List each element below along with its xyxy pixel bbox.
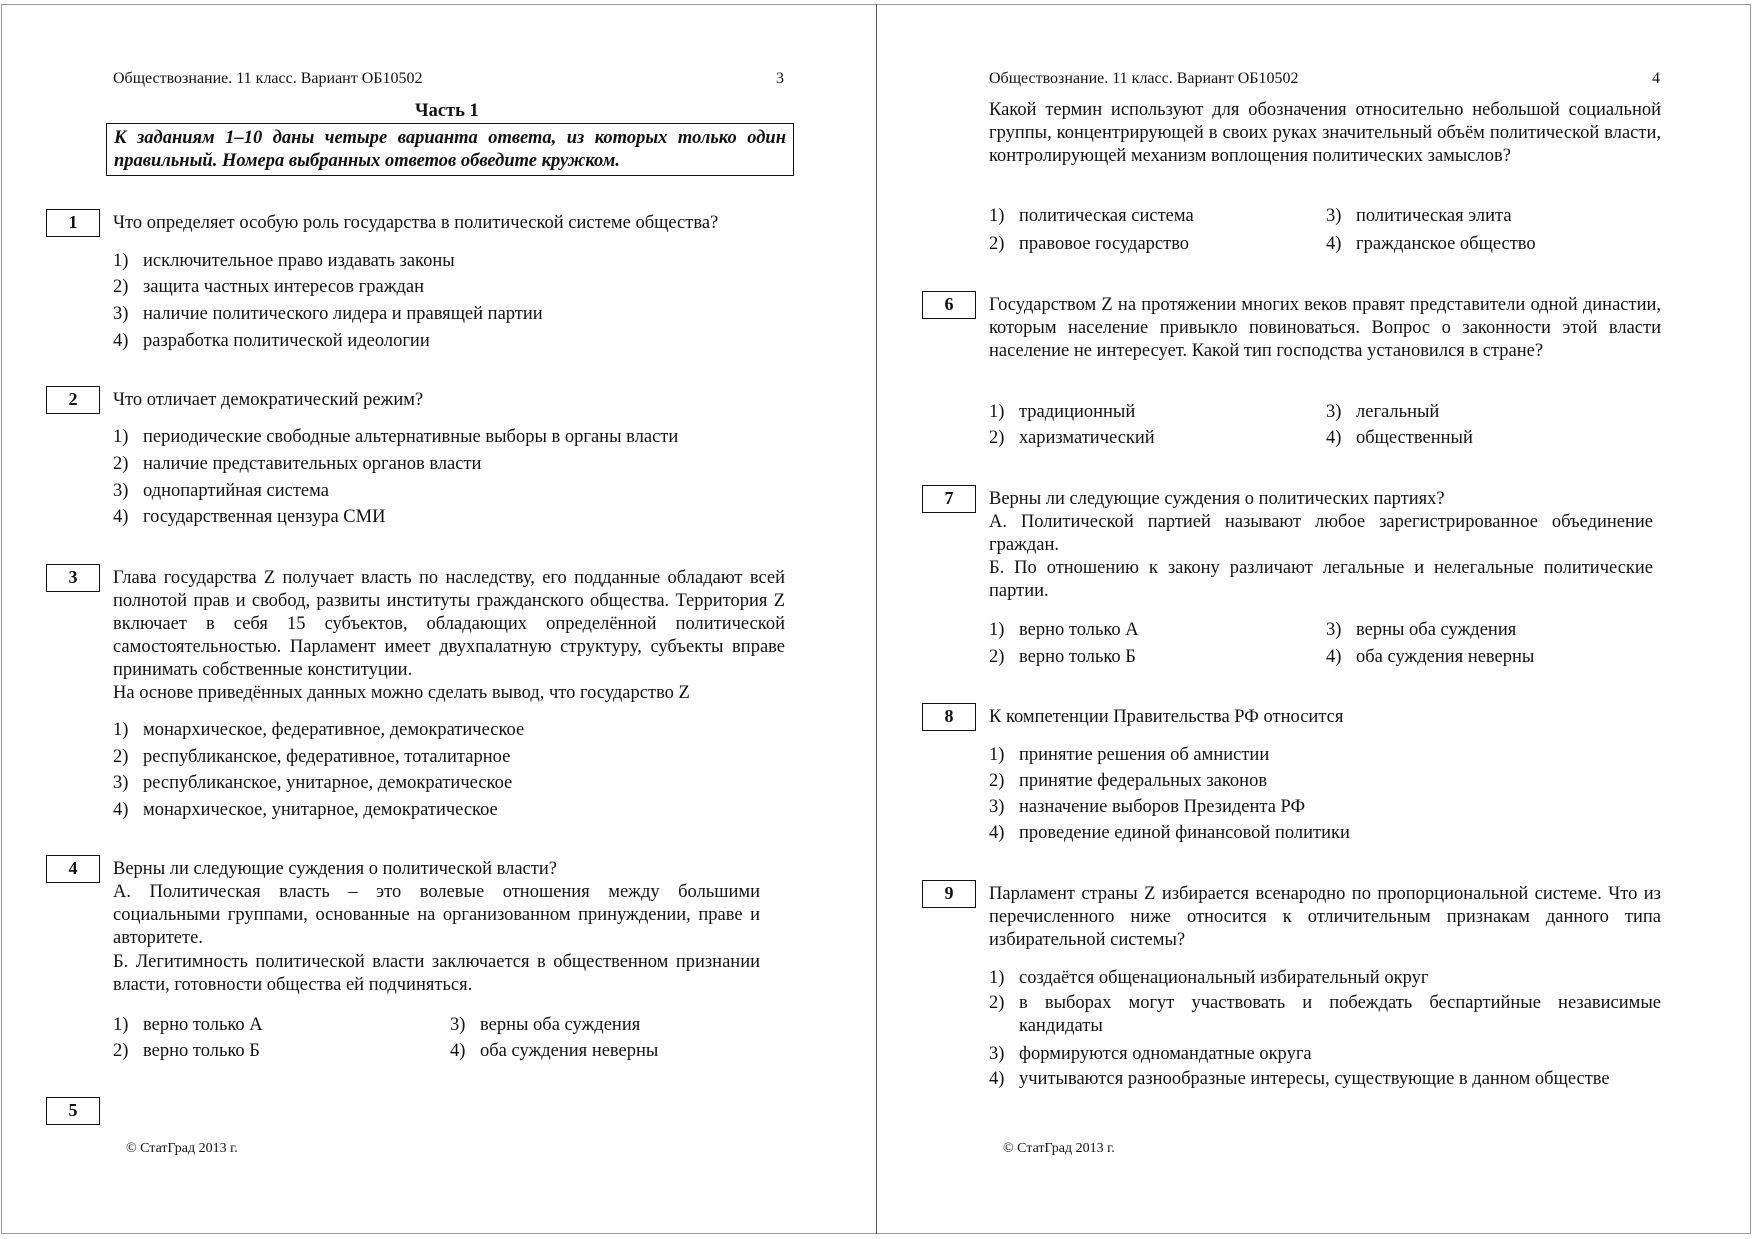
page-footer: © СтатГрад 2013 г. — [1003, 1141, 1115, 1156]
answer-option[interactable] — [989, 822, 1350, 845]
option-number: 1) — [989, 206, 1005, 226]
answer-option[interactable] — [989, 619, 1139, 642]
option-number: 1) — [113, 1015, 129, 1035]
answer-option[interactable] — [989, 770, 1267, 793]
option-text: верно только А — [1019, 620, 1139, 640]
answer-option[interactable] — [1326, 233, 1536, 256]
option-text: оба суждения неверны — [480, 1041, 659, 1061]
instruction-box: К заданиям 1–10 даны четыре варианта ответа, из которых только один правильный. Номера выбранных ответов обведите кружком. — [106, 123, 794, 176]
answer-option[interactable] — [113, 799, 498, 822]
answer-option[interactable] — [113, 426, 678, 449]
page-footer: © СтатГрад 2013 г. — [126, 1141, 238, 1156]
option-number: 1) — [113, 251, 129, 271]
option-text: политическая элита — [1356, 206, 1512, 226]
answer-option[interactable] — [989, 427, 1155, 450]
statement-b: Б. По отношению к закону различают легальные и нелегальные политические партии. — [989, 558, 1653, 601]
question-text: Верны ли следующие суждения о политических партиях? — [989, 489, 1445, 509]
option-text: харизматический — [1019, 428, 1155, 448]
option-text: государственная цензура СМИ — [143, 507, 386, 527]
option-number: 4) — [113, 331, 129, 351]
option-number: 2) — [113, 1041, 129, 1061]
answer-option[interactable] — [989, 646, 1136, 669]
answer-option[interactable] — [113, 506, 385, 529]
option-text: принятие решения об амнистии — [1019, 745, 1270, 765]
question-number-box: 9 — [922, 880, 976, 908]
answer-option[interactable] — [113, 1040, 260, 1063]
answer-option[interactable] — [113, 250, 455, 273]
question-number-box: 7 — [922, 485, 976, 513]
option-number: 4) — [113, 800, 129, 820]
page-number: 3 — [776, 70, 784, 87]
option-text: оба суждения неверны — [1356, 647, 1535, 667]
option-number: 2) — [113, 277, 129, 297]
option-number: 1) — [989, 745, 1005, 765]
option-text: в выборах могут участвовать и побеждать беспартийные независимые кандидаты — [1019, 993, 1661, 1036]
option-text: разработка политической идеологии — [143, 331, 430, 351]
answer-option[interactable] — [1326, 619, 1516, 642]
question-text: Государством Z на протяжении многих веков правят представители одной династии, которым население привыкло повиноваться. Вопрос о законности этой власти население не интересует. Какой тип господства установился в стране? — [989, 295, 1661, 361]
question-number-box: 6 — [922, 291, 976, 319]
option-number: 3) — [450, 1015, 466, 1035]
option-number: 3) — [1326, 402, 1342, 422]
answer-option[interactable] — [989, 233, 1189, 256]
answer-option[interactable] — [113, 453, 481, 476]
option-number: 4) — [1326, 234, 1342, 254]
option-text: республиканское, федеративное, тоталитарное — [143, 747, 511, 767]
question-number-box: 2 — [46, 386, 100, 414]
option-number: 4) — [113, 507, 129, 527]
question-number-box: 3 — [46, 564, 100, 592]
option-text: наличие политического лидера и правящей партии — [143, 304, 543, 324]
answer-option[interactable] — [113, 303, 543, 326]
option-number: 3) — [1326, 206, 1342, 226]
option-text: однопартийная система — [143, 481, 329, 501]
page-number: 4 — [1652, 70, 1660, 87]
option-number: 3) — [1326, 620, 1342, 640]
option-text: республиканское, унитарное, демократическое — [143, 773, 513, 793]
option-text: принятие федеральных законов — [1019, 771, 1268, 791]
option-text: создаётся общенациональный избирательный округ — [1019, 968, 1429, 988]
option-text: проведение единой финансовой политики — [1019, 823, 1350, 843]
question-text: Верны ли следующие суждения о политической власти? — [113, 859, 557, 879]
question-text-continued: На основе приведённых данных можно сделать вывод, что государство Z — [113, 683, 690, 703]
option-text: наличие представительных органов власти — [143, 454, 482, 474]
answer-option[interactable] — [989, 401, 1135, 424]
option-text: монархическое, федеративное, демократическое — [143, 720, 525, 740]
statement-a: А. Политической партией называют любое зарегистрированное объединение граждан. — [989, 512, 1653, 555]
option-number: 3) — [989, 797, 1005, 817]
answer-option[interactable] — [989, 967, 1428, 990]
answer-option[interactable] — [989, 796, 1305, 819]
answer-option[interactable] — [113, 480, 329, 503]
question-text: Какой термин используют для обозначения относительно небольшой социальной группы, концентрирующей в своих руках значительный объём политической власти, контролирующей механизм воплощения политических замыслов? — [989, 100, 1661, 166]
option-text: исключительное право издавать законы — [143, 251, 455, 271]
answer-option[interactable] — [1326, 646, 1534, 669]
question-number-box: 5 — [46, 1097, 100, 1125]
option-text: верны оба суждения — [480, 1015, 641, 1035]
answer-option[interactable] — [989, 1043, 1312, 1066]
answer-option[interactable] — [113, 330, 430, 353]
option-text: верно только Б — [1019, 647, 1136, 667]
part-title: Часть 1 — [415, 101, 479, 121]
answer-option[interactable] — [989, 1068, 1661, 1091]
answer-option[interactable] — [989, 205, 1194, 228]
option-number: 4) — [450, 1041, 466, 1061]
option-number: 3) — [989, 1044, 1005, 1064]
option-text: верно только А — [143, 1015, 263, 1035]
option-text: традиционный — [1019, 402, 1136, 422]
option-text: общественный — [1356, 428, 1473, 448]
option-number: 1) — [989, 620, 1005, 640]
option-text: правовое государство — [1019, 234, 1190, 254]
option-text: периодические свободные альтернативные выборы в органы власти — [143, 427, 679, 447]
answer-option[interactable] — [113, 1014, 263, 1037]
option-number: 3) — [113, 481, 129, 501]
option-text: формируются одномандатные округа — [1019, 1044, 1312, 1064]
question-text: К компетенции Правительства РФ относится — [989, 707, 1344, 727]
option-number: 1) — [989, 402, 1005, 422]
option-number: 2) — [989, 234, 1005, 254]
question-number-box: 8 — [922, 703, 976, 731]
option-text: верны оба суждения — [1356, 620, 1517, 640]
option-number: 2) — [989, 647, 1005, 667]
option-text: защита частных интересов граждан — [143, 277, 425, 297]
answer-option[interactable] — [113, 276, 424, 299]
option-number: 4) — [1326, 428, 1342, 448]
answer-option[interactable] — [450, 1014, 640, 1037]
page-divider — [876, 4, 877, 1234]
option-number: 3) — [113, 773, 129, 793]
option-number: 3) — [113, 304, 129, 324]
statement-a: А. Политическая власть – это волевые отношения между большими социальными группами, основанные на организованном принуждении, праве и авторитете. — [113, 882, 760, 948]
option-text: гражданское общество — [1356, 234, 1536, 254]
answer-option[interactable] — [1326, 205, 1512, 228]
question-text: Что определяет особую роль государства в политической системе общества? — [113, 213, 719, 233]
option-number: 1) — [989, 968, 1005, 988]
answer-option[interactable] — [113, 746, 510, 769]
page-header: Обществознание. 11 класс. Вариант ОБ10502 — [113, 70, 423, 87]
option-number: 2) — [989, 771, 1005, 791]
answer-option[interactable] — [1326, 427, 1473, 450]
option-number: 2) — [113, 454, 129, 474]
option-text: политическая система — [1019, 206, 1194, 226]
answer-option[interactable] — [113, 719, 524, 742]
option-number: 4) — [989, 823, 1005, 843]
option-number: 4) — [989, 1069, 1005, 1089]
option-text: учитываются разнообразные интересы, существующие в данном обществе — [1019, 1069, 1610, 1089]
option-number: 1) — [113, 427, 129, 447]
option-text: легальный — [1356, 402, 1440, 422]
option-text: верно только Б — [143, 1041, 260, 1061]
question-text: Парламент страны Z избирается всенародно по пропорциональной системе. Что из перечисленного ниже относится к отличительным признакам данного типа избирательной системы? — [989, 884, 1661, 950]
question-text: Что отличает демократический режим? — [113, 390, 424, 410]
option-number: 1) — [113, 720, 129, 740]
option-number: 2) — [989, 993, 1005, 1013]
answer-option[interactable] — [989, 992, 1661, 1038]
option-number: 4) — [1326, 647, 1342, 667]
answer-option[interactable] — [113, 772, 512, 795]
answer-option[interactable] — [450, 1040, 658, 1063]
question-number-box: 1 — [46, 209, 100, 237]
option-text: монархическое, унитарное, демократическое — [143, 800, 498, 820]
question-number-box: 4 — [46, 855, 100, 883]
option-text: назначение выборов Президента РФ — [1019, 797, 1306, 817]
option-number: 2) — [989, 428, 1005, 448]
option-number: 2) — [113, 747, 129, 767]
statement-b: Б. Легитимность политической власти заключается в общественном признании власти, готовности общества ей подчиняться. — [113, 952, 760, 995]
answer-option[interactable] — [1326, 401, 1439, 424]
page-header: Обществознание. 11 класс. Вариант ОБ10502 — [989, 70, 1299, 87]
answer-option[interactable] — [989, 744, 1269, 767]
question-text: Глава государства Z получает власть по наследству, его подданные обладают всей полнотой прав и свобод, развиты институты гражданского общества. Территория Z включает в себя 15 субъектов, обладающих определённой политической самостоятельностью. Парламент имеет двухпалатную структуру, субъекты вправе принимать собственные конституции. — [113, 568, 785, 680]
